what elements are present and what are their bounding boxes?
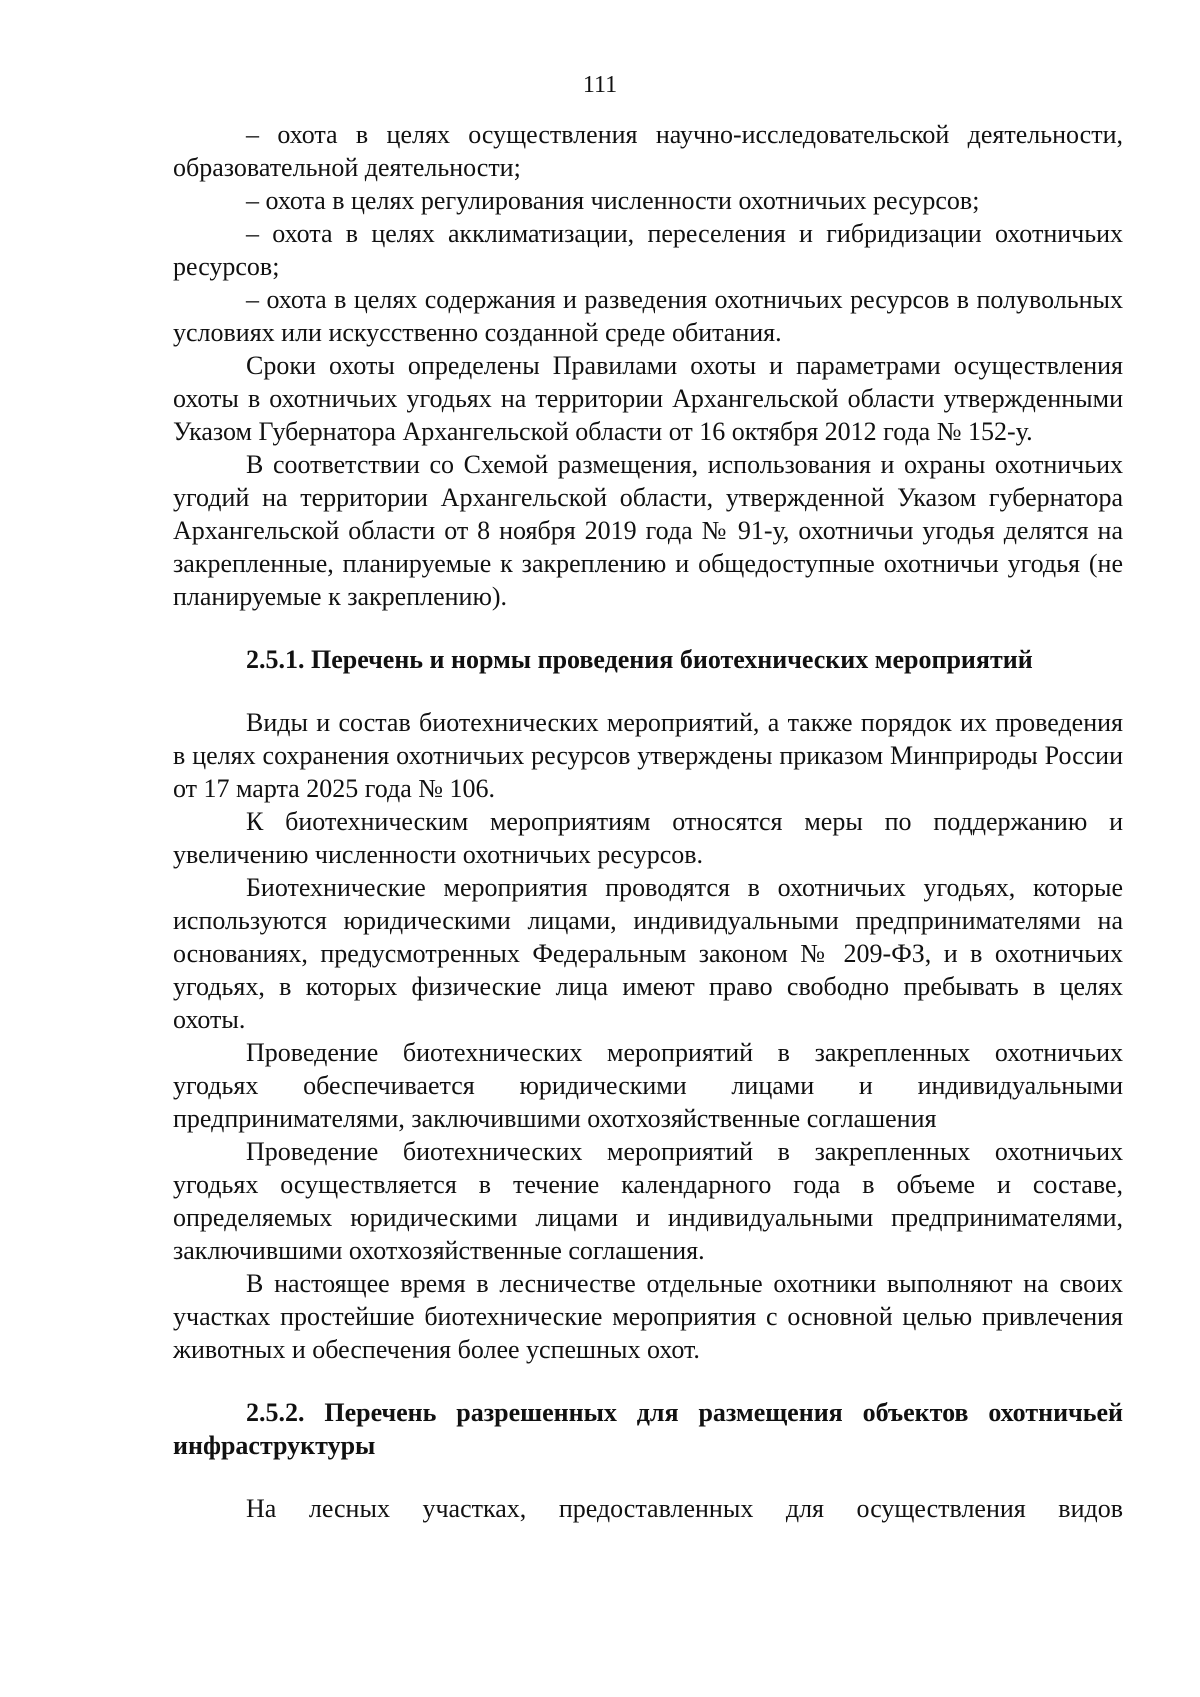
paragraph: Биотехнические мероприятия проводятся в охотничьих угодьях, которые используются юридическими лицами, индивидуальными предпринимателями на основаниях, предусмотренных Федеральным законом № 209-ФЗ, и в охотничьих угодьях, в которых физические лица имеют право свободно пребывать в целях охоты. [173, 873, 1123, 1034]
paragraph: Сроки охоты определены Правилами охоты и параметрами осуществления охоты в охотничьих угодьях на территории Архангельской области утвержденными Указом Губернатора Архангельской области от 16 октября 2012 года № 152-у. [173, 351, 1123, 446]
section-heading: 2.5.2. Перечень разрешенных для размещения объектов охотничьей инфраструктуры [173, 1398, 1123, 1460]
paragraph: Проведение биотехнических мероприятий в закрепленных охотничьих угодьях обеспечивается юридическими лицами и индивидуальными предпринимателями, заключившими охотхозяйственные соглашения [173, 1038, 1123, 1133]
paragraph: – охота в целях регулирования численности охотничьих ресурсов; [246, 186, 980, 215]
paragraph: Проведение биотехнических мероприятий в закрепленных охотничьих угодьях осуществляется в течение календарного года в объеме и составе, определяемых юридическими лицами и индивидуальными предпринимателями, заключившими охотхозяйственные соглашения. [173, 1137, 1123, 1265]
paragraph: В настоящее время в лесничестве отдельные охотники выполняют на своих участках простейшие биотехнические мероприятия с основной целью привлечения животных и обеспечения более успешных охот. [173, 1269, 1123, 1364]
paragraph: На лесных участках, предоставленных для осуществления видов [246, 1494, 1123, 1523]
paragraph: – охота в целях акклиматизации, переселения и гибридизации охотничьих ресурсов; [173, 219, 1123, 281]
paragraph: Виды и состав биотехнических мероприятий, а также порядок их проведения в целях сохранения охотничьих ресурсов утверждены приказом Минприроды России от 17 марта 2025 года № 106. [173, 708, 1123, 803]
paragraph: – охота в целях осуществления научно-исследовательской деятельности, образовательной деятельности; [173, 120, 1123, 182]
page-number: 111 [582, 72, 618, 98]
document-body [173, 118, 1123, 1525]
paragraph: – охота в целях содержания и разведения охотничьих ресурсов в полувольных условиях или искусственно созданной среде обитания. [173, 285, 1123, 347]
paragraph: В соответствии со Схемой размещения, использования и охраны охотничьих угодий на территории Архангельской области, утвержденной Указом губернатора Архангельской области от 8 ноября 2019 года № 91-у, охотничьи угодья делятся на закрепленные, планируемые к закреплению и общедоступные охотничьи угодья (не планируемые к закреплению). [173, 450, 1123, 611]
section-heading: 2.5.1. Перечень и нормы проведения биотехнических мероприятий [246, 645, 1033, 674]
paragraph: К биотехническим мероприятиям относятся меры по поддержанию и увеличению численности охотничьих ресурсов. [173, 807, 1123, 869]
